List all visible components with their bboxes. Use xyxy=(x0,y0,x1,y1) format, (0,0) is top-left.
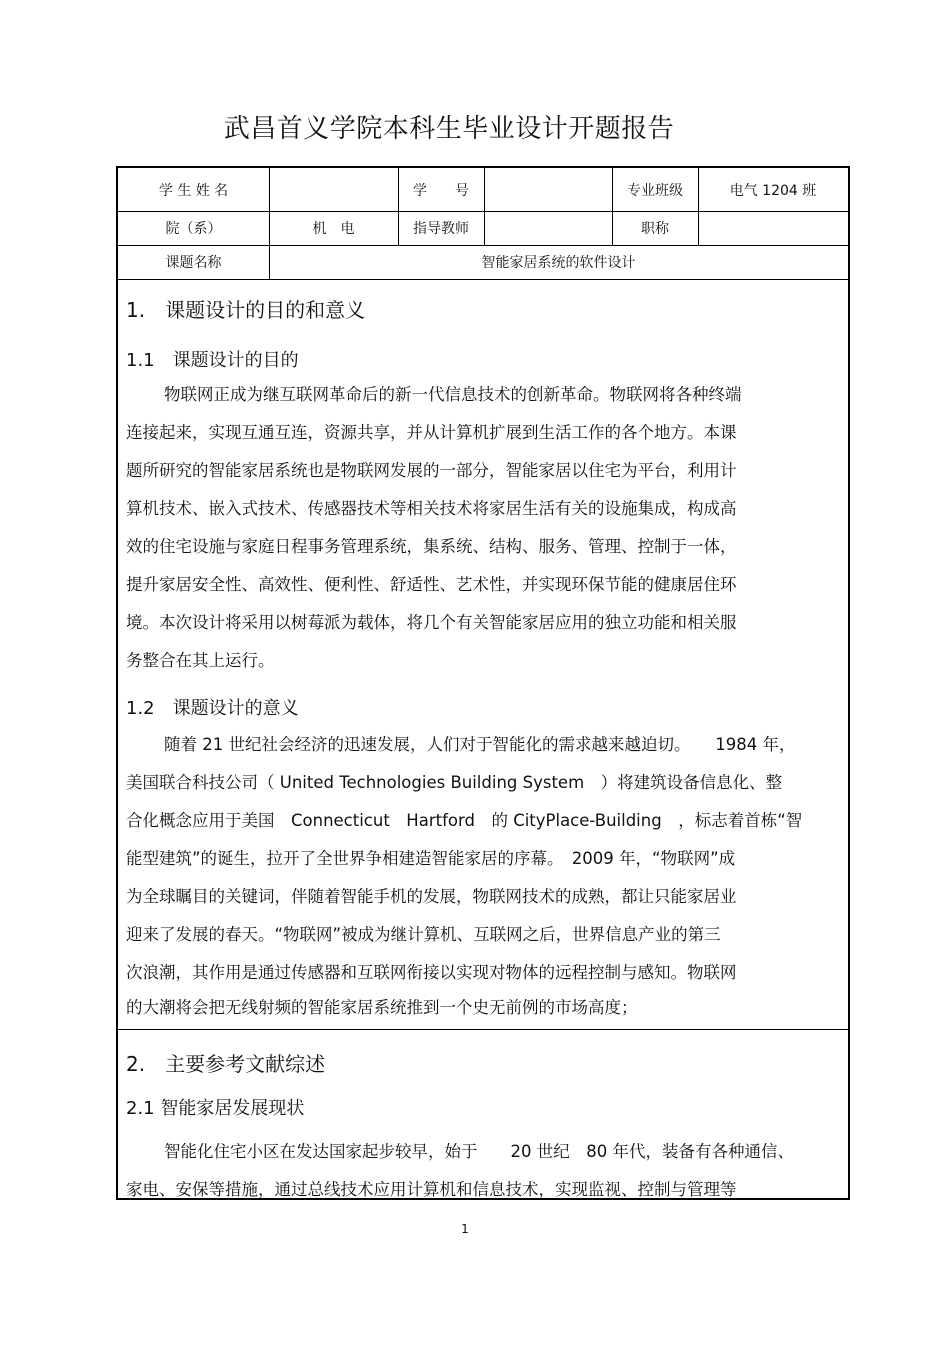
paragraph-line: 家电、安保等措施，通过总线技术应用计算机和信息技术，实现监视、控制与管理等 xyxy=(126,1180,737,1199)
paragraph-line: 物联网正成为继互联网革命后的新一代信息技术的创新革命。物联网将各种终端 xyxy=(164,385,742,404)
student-name-label: 学 生 姓 名 xyxy=(158,182,229,199)
section1-heading: 1. 课题设计的目的和意义 xyxy=(126,298,366,322)
section2-heading: 2. 主要参考文献综述 xyxy=(126,1052,326,1076)
report-table xyxy=(116,166,850,1200)
paragraph-line: 随着 21 世纪社会经济的迅速发展，人们对于智能化的需求越来越迫切。 1984 年， xyxy=(164,735,796,754)
paragraph-line: 境。本次设计将采用以树莓派为载体，将几个有关智能家居应用的独立功能和相关服 xyxy=(126,613,737,632)
dept-label: 院（系） xyxy=(165,221,222,237)
advisor-label: 指导教师 xyxy=(413,221,469,237)
section2-1-heading: 2.1 智能家居发展现状 xyxy=(126,1098,305,1119)
paragraph-line: 的大潮将会把无线射频的智能家居系统推到一个史无前例的市场高度； xyxy=(126,998,638,1017)
paragraph-line: 为全球瞩目的关键词，伴随着智能手机的发展，物联网技术的成熟，都让只能家居业 xyxy=(126,887,737,906)
student-id-label: 学 号 xyxy=(413,182,469,199)
paragraph-line: 务整合在其上运行。 xyxy=(126,651,275,670)
paragraph-line: 题所研究的智能家居系统也是物联网发展的一部分，智能家居以住宅为平台，利用计 xyxy=(126,461,737,480)
class-label: 专业班级 xyxy=(627,182,683,199)
dept-value: 机 电 xyxy=(312,221,355,237)
paragraph-line: 能型建筑”的诞生，拉开了全世界争相建造智能家居的序幕。 2009 年，“物联网”成 xyxy=(126,849,736,868)
paragraph-line: 迎来了发展的春天。“物联网”被成为继计算机、互联网之后，世界信息产业的第三 xyxy=(126,925,721,944)
row-divider xyxy=(118,279,848,280)
advisor-value xyxy=(484,211,612,245)
page-number: 1 xyxy=(461,1222,469,1236)
topic-value: 智能家居系统的软件设计 xyxy=(481,255,636,271)
student-id-value xyxy=(484,168,612,211)
topic-label: 课题名称 xyxy=(165,255,222,271)
page-title: 武昌首义学院本科生毕业设计开题报告 xyxy=(223,114,675,144)
class-value: 电气 1204 班 xyxy=(729,182,817,199)
paragraph-line: 提升家居安全性、高效性、便利性、舒适性、艺术性，并实现环保节能的健康居住环 xyxy=(126,575,737,594)
paragraph-line: 合化概念应用于美国 Connecticut Hartford 的 CityPlace-Building ，标志着首栋“智 xyxy=(126,811,803,830)
paragraph-line: 效的住宅设施与家庭日程事务管理系统，集系统、结构、服务、管理、控制于一体， xyxy=(126,537,737,556)
paragraph-line: 连接起来，实现互通互连，资源共享，并从计算机扩展到生活工作的各个地方。本课 xyxy=(126,423,737,442)
section1-2-heading: 1.2 课题设计的意义 xyxy=(126,698,299,719)
rank-value xyxy=(698,211,848,245)
section1-1-heading: 1.1 课题设计的目的 xyxy=(126,350,299,371)
rank-label: 职称 xyxy=(641,221,669,237)
paragraph-line: 次浪潮，其作用是通过传感器和互联网衔接以实现对物体的远程控制与感知。物联网 xyxy=(126,963,737,982)
paragraph-line: 智能化住宅小区在发达国家起步较早，始于 20 世纪 80 年代，装备有各种通信、 xyxy=(164,1142,794,1161)
paragraph-line: 美国联合科技公司（ United Technologies Building System ）将建筑设备信息化、整 xyxy=(126,773,783,792)
section-divider xyxy=(118,1029,848,1030)
paragraph-line: 算机技术、嵌入式技术、传感器技术等相关技术将家居生活有关的设施集成，构成高 xyxy=(126,499,737,518)
student-name-value xyxy=(269,168,398,211)
